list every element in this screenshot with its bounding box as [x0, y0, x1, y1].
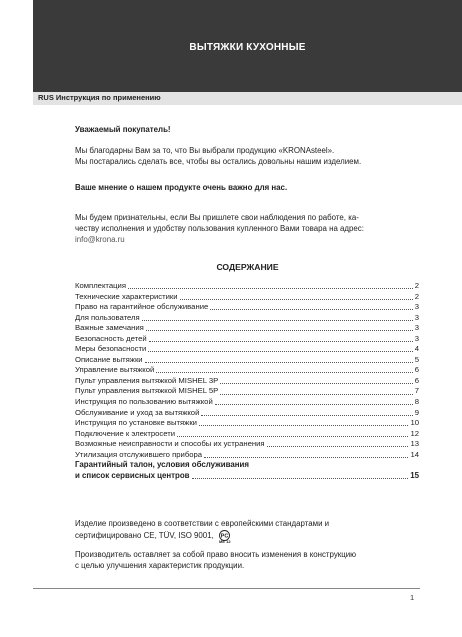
toc-leader-dots — [142, 320, 413, 321]
toc-leader-dots — [148, 351, 412, 352]
toc-item-title: Пульт управления вытяжкой MISHEL 3P — [75, 375, 219, 385]
toc-item-title: Меры безопасности — [75, 344, 147, 354]
toc-item-title: Важные замечания — [75, 323, 144, 333]
toc-item-page: 10 — [410, 418, 419, 428]
pct-cert-mark: МЕ 12 — [218, 538, 231, 544]
toc-item[interactable] — [75, 439, 419, 450]
header-title: ВЫТЯЖКИ КУХОННЫЕ — [189, 42, 306, 53]
toc-item[interactable] — [75, 334, 419, 345]
toc-item[interactable] — [75, 408, 419, 419]
toc-warranty-line-2[interactable] — [75, 471, 419, 482]
toc-leader-dots — [180, 299, 413, 300]
toc-leader-dots — [149, 341, 413, 342]
changes-note — [75, 550, 425, 571]
toc-item-title: Утилизация отслужившего прибора — [75, 449, 203, 459]
toc-item-title: и список сервисных центров — [75, 470, 190, 480]
toc-item-page: 5 — [414, 354, 419, 364]
toc-item-title: Подключение к электросети — [75, 428, 176, 438]
toc-item[interactable] — [75, 376, 419, 387]
page-number: 1 — [410, 593, 415, 602]
toc-item[interactable] — [75, 323, 419, 334]
contact-email[interactable]: info@krona.ru — [75, 235, 125, 244]
request-line-1: Мы будем признательны, если Вы пришлете свои наблюдения по работе, ка- — [75, 213, 359, 222]
toc-item-title: Технические характеристики — [75, 291, 178, 301]
toc-leader-dots — [220, 383, 412, 384]
toc-item[interactable] — [75, 397, 419, 408]
toc-item-page: 3 — [414, 312, 419, 322]
toc-leader-dots — [177, 436, 408, 437]
request-line-2: честву исполнения и удобству пользования купленного Вами товара на адрес: — [75, 224, 364, 233]
toc-leader-dots — [156, 372, 412, 373]
toc-item-page: 2 — [414, 281, 419, 290]
toc-leader-dots — [220, 394, 412, 395]
toc-item-title: Для пользователя — [75, 312, 140, 322]
toc-item[interactable] — [75, 313, 419, 324]
toc-item-page: 15 — [410, 470, 419, 480]
toc-item-page: 3 — [414, 302, 419, 312]
toc-item-title: Возможные неисправности и способы их устранения — [75, 439, 265, 449]
toc-leader-dots — [146, 330, 413, 331]
toc-leader-dots — [210, 309, 412, 310]
toc-item[interactable] — [75, 418, 419, 429]
toc-item-title: Обслуживание и уход за вытяжкой — [75, 407, 200, 417]
toc-leader-dots — [192, 478, 409, 479]
toc-warranty-line-1[interactable]: Гарантийный талон, условия обслуживания — [75, 460, 249, 470]
pct-certification-icon — [217, 530, 232, 544]
thanks-line-1: Мы благодарны Вам за то, что Вы выбрали продукцию «KRONAsteel». — [75, 146, 335, 155]
toc-item-page: 6 — [414, 365, 419, 375]
toc-leader-dots — [215, 404, 413, 405]
toc-item-page: 9 — [414, 407, 419, 417]
table-of-contents — [75, 281, 419, 481]
thanks-paragraph — [75, 145, 420, 167]
toc-item-page: 14 — [410, 449, 419, 459]
standards-line-2-text: сертифицировано CE, TÜV, ISO 9001, — [75, 530, 214, 540]
toc-item[interactable] — [75, 365, 419, 376]
svg-text:PC: PC — [220, 533, 229, 540]
language-bar-label: RUS Инструкция по применению — [38, 93, 161, 102]
changes-line-2: с целью улучшения характеристик продукции. — [75, 560, 245, 570]
toc-leader-dots — [128, 288, 413, 289]
toc-item-page: 6 — [414, 375, 419, 385]
toc-title: СОДЕРЖАНИЕ — [216, 262, 279, 272]
toc-item-title: Управление вытяжкой — [75, 365, 155, 375]
toc-item-title: Безопасность детей — [75, 333, 147, 343]
toc-item-page: 13 — [410, 439, 419, 449]
toc-item-page: 3 — [414, 333, 419, 343]
toc-item[interactable] — [75, 429, 419, 440]
toc-item-title: Пульт управления вытяжкой MISHEL 5P — [75, 386, 219, 396]
toc-item-page: 3 — [414, 323, 419, 333]
changes-line-1: Производитель оставляет за собой право вносить изменения в конструкцию — [75, 550, 357, 559]
standards-note — [75, 519, 425, 544]
toc-leader-dots — [199, 425, 408, 426]
toc-item[interactable] — [75, 302, 419, 313]
toc-item-page: 12 — [410, 428, 419, 438]
toc-item[interactable] — [75, 450, 419, 461]
toc-leader-dots — [267, 446, 409, 447]
standards-line-2 — [75, 530, 425, 542]
thanks-line-2: Мы постарались сделать все, чтобы вы остались довольны нашим изделием. — [75, 157, 362, 166]
greeting: Уважаемый покупатель! — [75, 125, 171, 134]
footer-divider — [33, 588, 420, 589]
toc-leader-dots — [145, 362, 413, 363]
toc-item-page: 2 — [414, 291, 419, 301]
language-bar — [33, 92, 462, 105]
toc-item-page: 8 — [414, 397, 419, 407]
toc-item-title: Описание вытяжки — [75, 354, 143, 364]
standards-line-1: Изделие произведено в соответствии с европейскими стандартами и — [75, 519, 330, 528]
toc-item-title: Право на гарантийное обслуживание — [75, 302, 209, 312]
toc-item[interactable] — [75, 281, 419, 292]
toc-item-page: 7 — [414, 386, 419, 396]
toc-item[interactable] — [75, 386, 419, 397]
toc-item-title: Инструкция по установке вытяжки — [75, 418, 197, 428]
toc-leader-dots — [201, 415, 412, 416]
toc-item-title: Инструкция по пользованию вытяжкой — [75, 397, 213, 407]
toc-item-title: Комплектация — [75, 281, 126, 290]
header-banner — [33, 0, 462, 92]
toc-leader-dots — [204, 457, 408, 458]
request-paragraph — [75, 212, 420, 245]
toc-item-page: 4 — [414, 344, 419, 354]
toc-item[interactable] — [75, 292, 419, 303]
toc-item[interactable] — [75, 344, 419, 355]
toc-item[interactable] — [75, 355, 419, 366]
opinion-heading: Ваше мнение о нашем продукте очень важно для нас. — [75, 183, 288, 192]
